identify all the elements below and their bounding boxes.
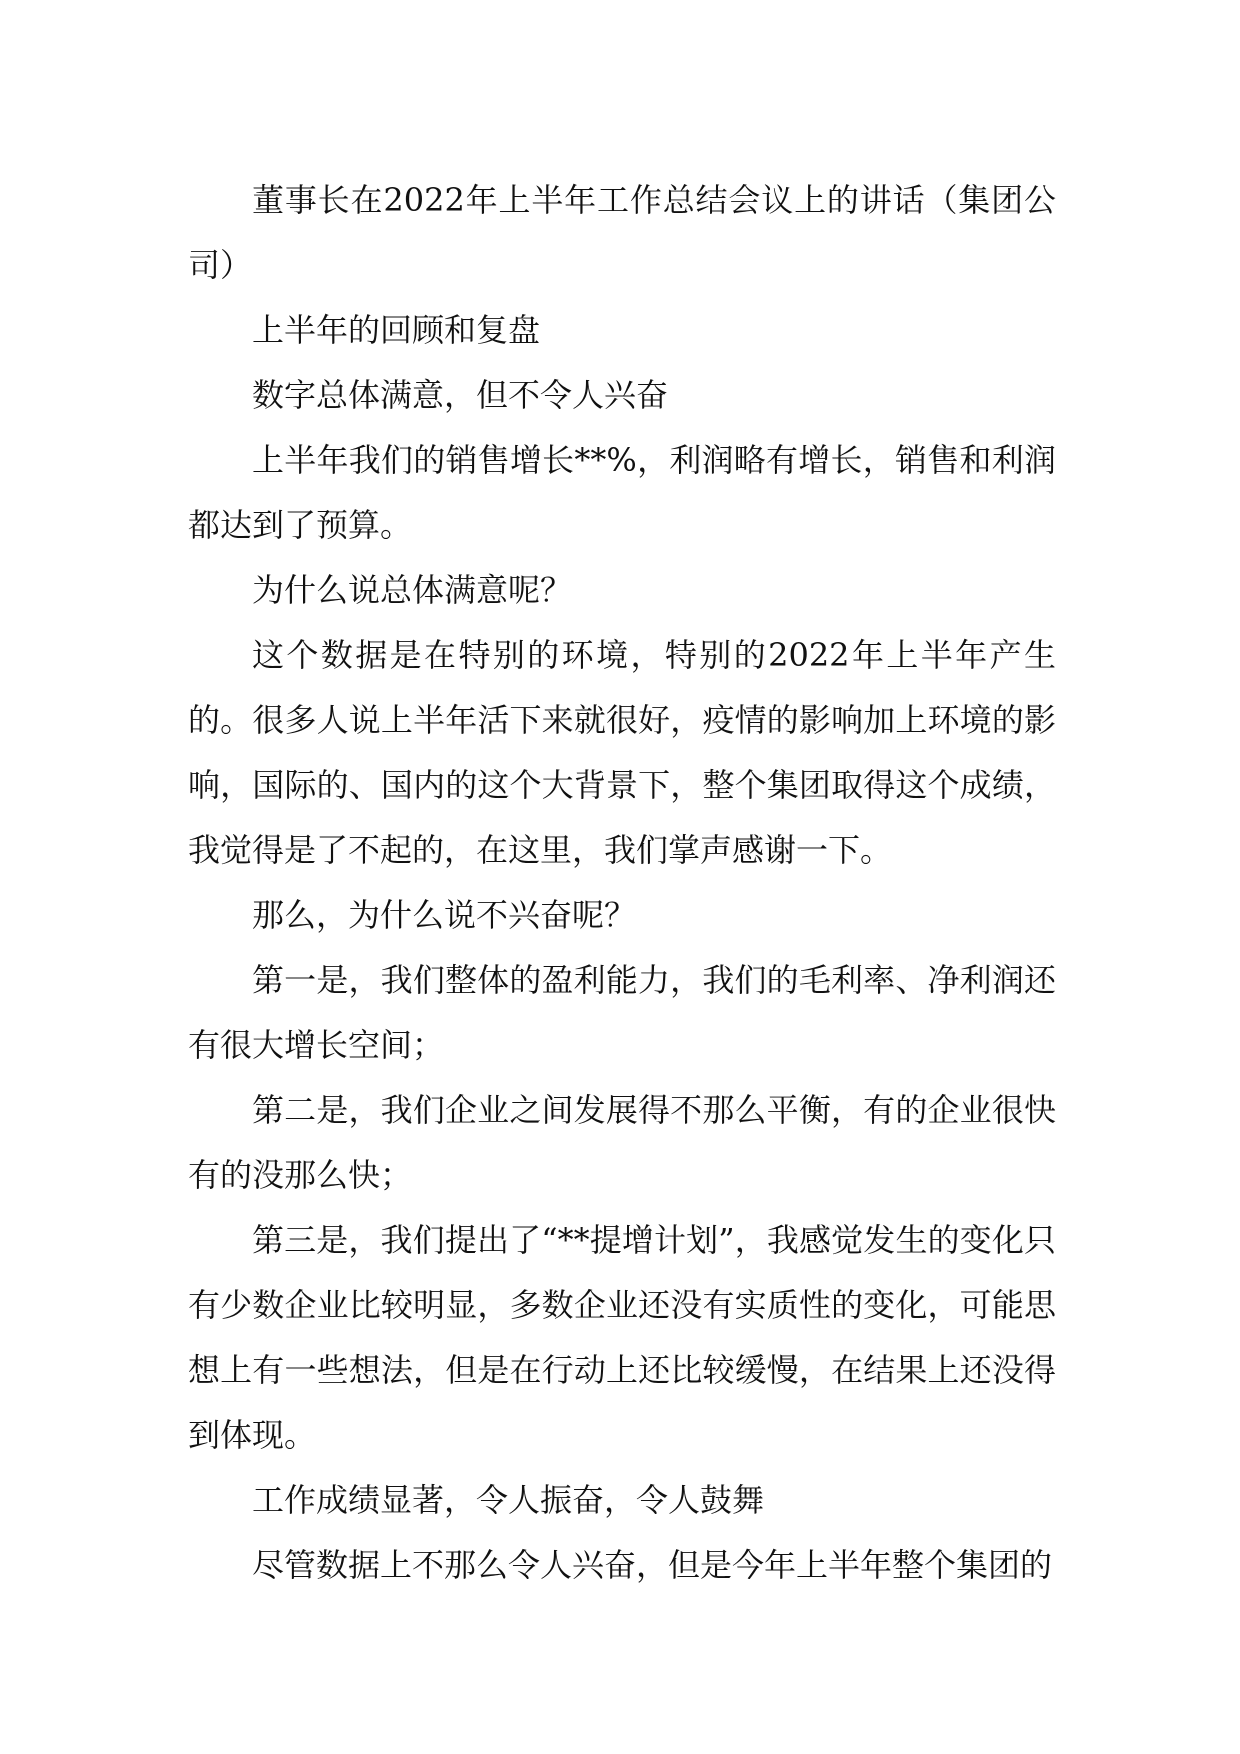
body-paragraph: 这个数据是在特别的环境，特别的2022年上半年产生的。很多人说上半年活下来就很好，疫情的影响加上环境的影响，国际的、国内的这个大背景下，整个集团取得这个成绩，我觉得是了不起的，在这里，我们掌声感谢一下。 bbox=[188, 636, 1056, 869]
subsection-heading: 工作成绩显著，令人振奋，令人鼓舞 bbox=[252, 1481, 765, 1519]
list-item-paragraph: 第二是，我们企业之间发展得不那么平衡，有的企业很快有的没那么快； bbox=[188, 1091, 1056, 1194]
question-paragraph: 那么，为什么说不兴奋呢？ bbox=[252, 896, 637, 934]
list-item-paragraph: 第三是，我们提出了“**提增计划”，我感觉发生的变化只有少数企业比较明显，多数企业还没有实质性的变化，可能思想上有一些想法，但是在行动上还比较缓慢，在结果上还没得到体现。 bbox=[188, 1221, 1056, 1454]
document-body bbox=[188, 168, 1056, 1598]
title-paragraph: 董事长在2022年上半年工作总结会议上的讲话（集团公司） bbox=[188, 181, 1056, 284]
list-item-paragraph: 第一是，我们整体的盈利能力，我们的毛利率、净利润还有很大增长空间； bbox=[188, 961, 1056, 1064]
section-heading: 上半年的回顾和复盘 bbox=[252, 311, 541, 349]
body-paragraph: 尽管数据上不那么令人兴奋，但是今年上半年整个集团的 bbox=[252, 1546, 1053, 1584]
question-paragraph: 为什么说总体满意呢？ bbox=[252, 571, 573, 609]
body-paragraph: 上半年我们的销售增长**%，利润略有增长，销售和利润都达到了预算。 bbox=[188, 441, 1056, 544]
subsection-heading: 数字总体满意，但不令人兴奋 bbox=[252, 376, 669, 414]
